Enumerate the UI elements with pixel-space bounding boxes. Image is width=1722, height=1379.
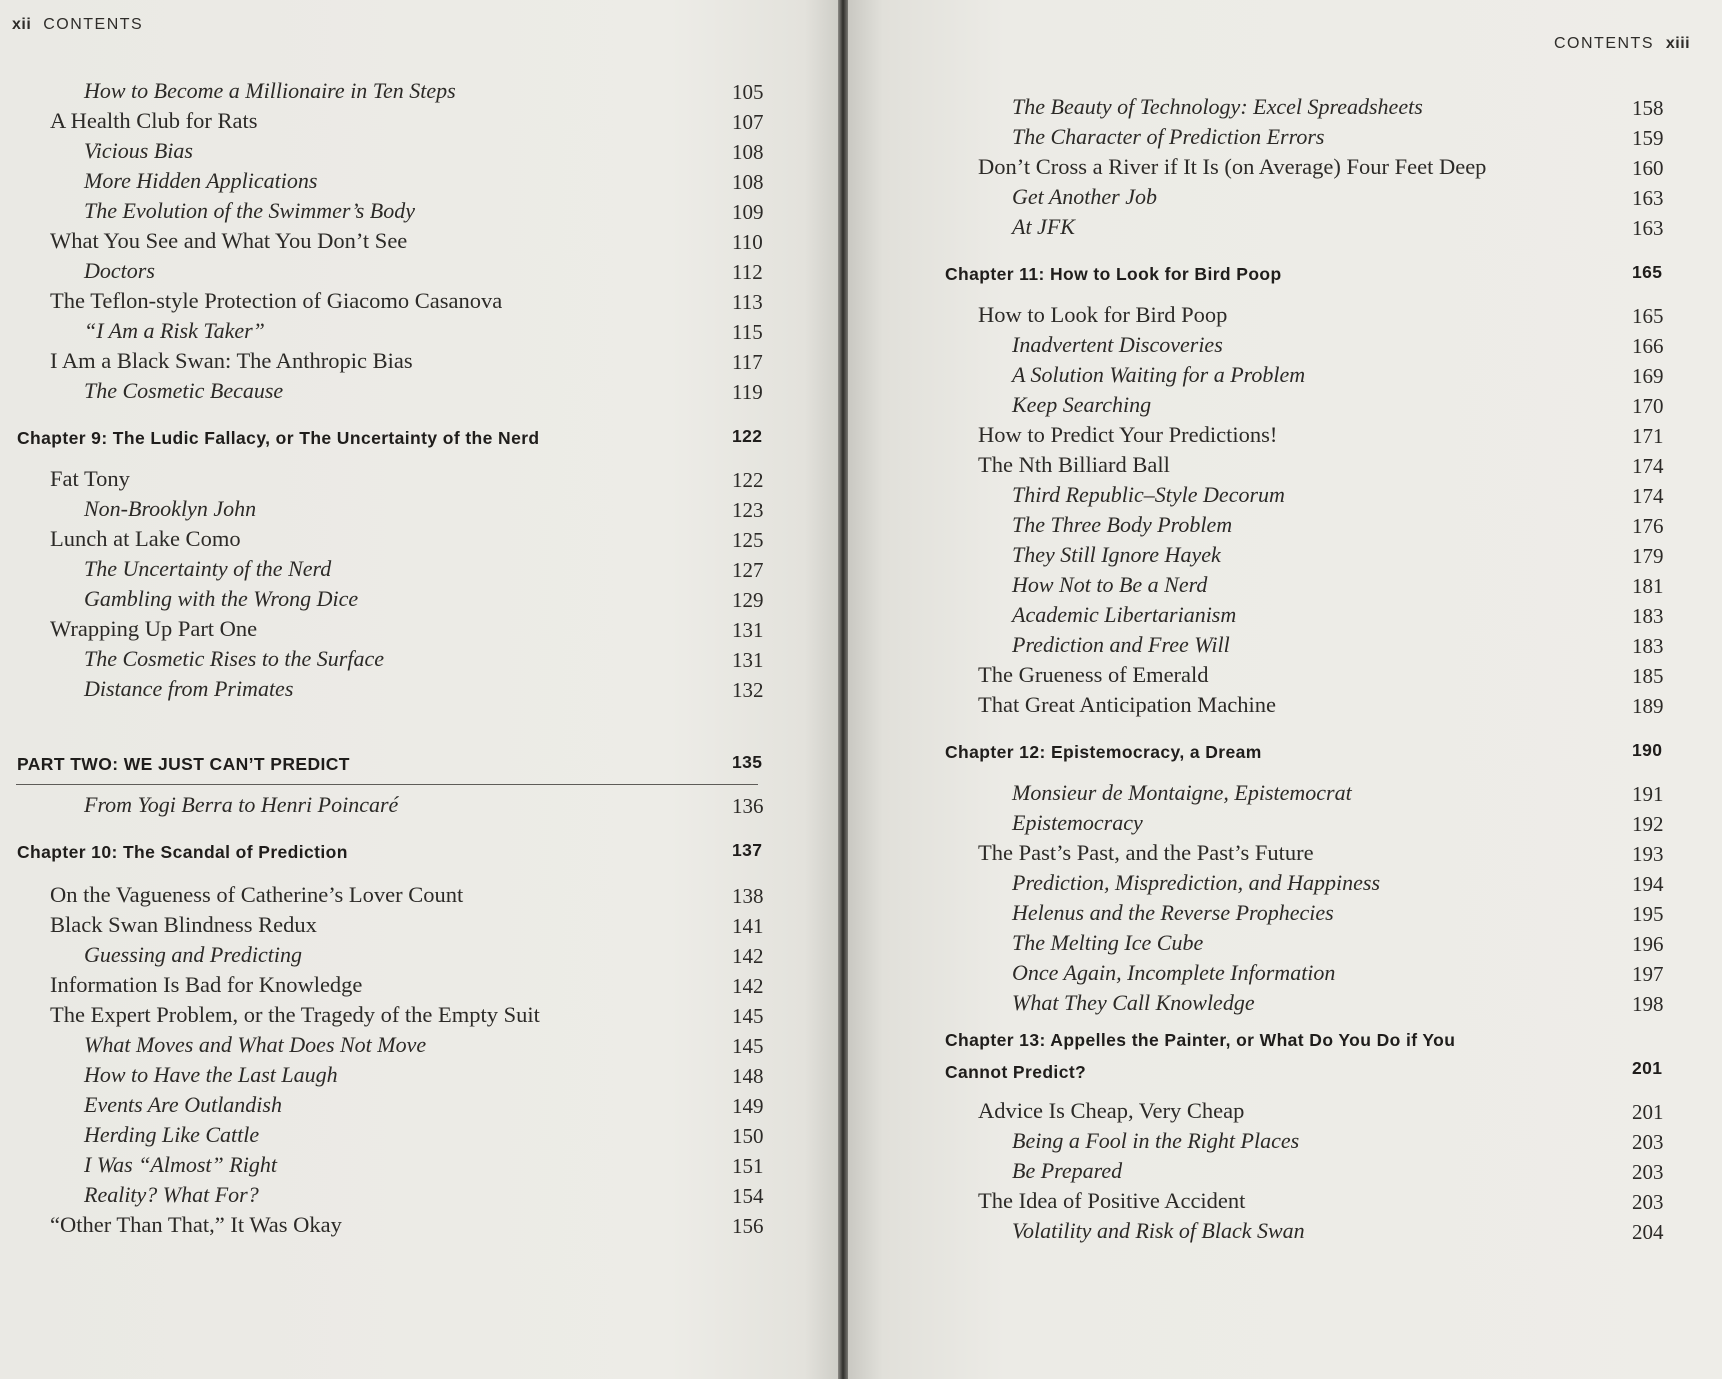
entry-title: Third Republic–Style Decorum	[1012, 482, 1285, 507]
toc-entry-sub	[0, 1180, 838, 1214]
page-number: 196	[1632, 932, 1664, 956]
page-number: 158	[1632, 96, 1664, 120]
toc-entry-section	[848, 1186, 1722, 1220]
page-number: 192	[1632, 812, 1664, 836]
page-number: 108	[732, 140, 764, 164]
toc-list-left	[0, 0, 838, 1379]
toc-entry-sub	[0, 256, 838, 290]
toc-entry-sub	[0, 1120, 838, 1154]
page-number: 179	[1632, 544, 1664, 568]
toc-entry-section	[848, 660, 1722, 694]
page-number: 181	[1632, 574, 1664, 598]
entry-title: Being a Fool in the Right Places	[1012, 1128, 1300, 1153]
toc-entry-section	[0, 1210, 838, 1244]
toc-entry-section	[0, 614, 838, 648]
page-number: 110	[732, 230, 763, 254]
toc-entry-section	[0, 346, 838, 380]
toc-entry-sub	[0, 1030, 838, 1064]
part-title: PART TWO: WE JUST CAN’T PREDICT	[17, 754, 350, 774]
entry-title: Advice Is Cheap, Very Cheap	[978, 1098, 1245, 1123]
toc-entry-sub	[0, 940, 838, 974]
toc-entry-sub	[0, 196, 838, 230]
entry-title: How Not to Be a Nerd	[1012, 572, 1208, 597]
entry-title: The Past’s Past, and the Past’s Future	[978, 840, 1314, 865]
toc-entry-sub	[848, 928, 1722, 962]
page-number: 189	[1632, 694, 1664, 718]
entry-title: The Melting Ice Cube	[1012, 930, 1204, 955]
page-number: 185	[1632, 664, 1664, 688]
toc-entry-sub	[0, 376, 838, 410]
toc-entry-section	[848, 690, 1722, 724]
entry-title: Black Swan Blindness Redux	[50, 912, 317, 937]
page-number: 145	[732, 1034, 764, 1058]
entry-title: The Three Body Problem	[1012, 512, 1233, 537]
page-number: 125	[732, 528, 764, 552]
toc-entry-sub	[848, 1216, 1722, 1250]
chapter-title: Chapter 9: The Ludic Fallacy, or The Uncertainty of the Nerd	[17, 428, 540, 448]
toc-entry-section	[848, 1096, 1722, 1130]
entry-title: Vicious Bias	[84, 138, 193, 163]
page-number: 166	[1632, 334, 1664, 358]
toc-entry-sub	[0, 136, 838, 170]
toc-entry-sub	[0, 644, 838, 678]
toc-entry-chapter	[848, 734, 1722, 768]
page-number: 132	[732, 678, 764, 702]
entry-title: How to Become a Millionaire in Ten Steps	[84, 78, 456, 103]
entry-title: I Was “Almost” Right	[84, 1152, 277, 1177]
page-number: 122	[732, 426, 763, 446]
toc-entry-sub	[848, 540, 1722, 574]
page-number: 201	[1632, 1100, 1664, 1124]
entry-title: Prediction and Free Will	[1012, 632, 1230, 657]
page-number: 169	[1632, 364, 1664, 388]
page-number: 183	[1632, 634, 1664, 658]
toc-entry-chapter	[0, 834, 838, 868]
toc-entry-section	[0, 464, 838, 498]
page-number: 117	[732, 350, 763, 374]
page-number: 149	[732, 1094, 764, 1118]
entry-title: On the Vagueness of Catherine’s Lover Count	[50, 882, 464, 907]
page-number: 141	[732, 914, 764, 938]
entry-title: Academic Libertarianism	[1012, 602, 1237, 627]
toc-entry-section	[0, 970, 838, 1004]
toc-entry-section	[0, 106, 838, 140]
toc-entry-sub	[0, 554, 838, 588]
toc-entry-sub	[848, 1156, 1722, 1190]
toc-entry-sub	[0, 1150, 838, 1184]
book-gutter	[838, 0, 848, 1379]
left-page	[0, 0, 838, 1379]
page-number: 131	[732, 648, 764, 672]
page-folio: xiii	[1665, 35, 1691, 52]
page-number: 156	[732, 1214, 764, 1238]
page-number: 159	[1632, 126, 1664, 150]
entry-title: What You See and What You Don’t See	[50, 228, 408, 253]
toc-entry-sub	[0, 494, 838, 528]
chapter-title-line: Cannot Predict?	[945, 1062, 1087, 1082]
chapter-title-line: Chapter 13: Appelles the Painter, or What Do You Do if You	[945, 1030, 1456, 1050]
page-number: 203	[1632, 1130, 1664, 1154]
page-number: 163	[1632, 186, 1664, 210]
page-number: 174	[1632, 454, 1664, 478]
entry-title: The Teflon-style Protection of Giacomo Casanova	[50, 288, 503, 313]
toc-entry-part	[0, 746, 838, 780]
page-number: 163	[1632, 216, 1664, 240]
entry-title: Non-Brooklyn John	[84, 496, 257, 521]
running-head-title: CONTENTS	[1554, 35, 1654, 52]
toc-entry-sub	[0, 790, 838, 824]
entry-title: A Health Club for Rats	[50, 108, 258, 133]
page-number: 138	[732, 884, 764, 908]
toc-entry-sub	[848, 92, 1722, 126]
entry-title: That Great Anticipation Machine	[978, 692, 1277, 717]
toc-entry-sub	[0, 1090, 838, 1124]
page-number: 112	[732, 260, 763, 284]
toc-entry-sub	[848, 808, 1722, 842]
entry-title: The Evolution of the Swimmer’s Body	[84, 198, 415, 223]
toc-entry-sub	[848, 480, 1722, 514]
page-number: 165	[1632, 262, 1663, 282]
toc-entry-chapter	[0, 420, 838, 454]
entry-title: “Other Than That,” It Was Okay	[50, 1212, 342, 1237]
page-number: 190	[1632, 740, 1663, 760]
page-number: 119	[732, 380, 763, 404]
entry-title: How to Have the Last Laugh	[84, 1062, 338, 1087]
entry-title: Get Another Job	[1012, 184, 1158, 209]
page-number: 150	[732, 1124, 764, 1148]
toc-entry-section	[848, 838, 1722, 872]
toc-entry-sub	[848, 988, 1722, 1022]
toc-entry-section	[848, 420, 1722, 454]
toc-entry-section	[0, 880, 838, 914]
entry-title: Doctors	[84, 258, 155, 283]
part-divider-rule	[16, 784, 758, 785]
toc-entry-sub	[848, 868, 1722, 902]
entry-title: How to Look for Bird Poop	[978, 302, 1228, 327]
page-number: 195	[1632, 902, 1664, 926]
page-number: 127	[732, 558, 764, 582]
page-number: 171	[1632, 424, 1664, 448]
chapter-title: Chapter 10: The Scandal of Prediction	[17, 842, 348, 862]
chapter-title	[945, 1024, 1455, 1088]
toc-entry-sub	[0, 674, 838, 708]
entry-title: The Nth Billiard Ball	[978, 452, 1170, 477]
entry-title: The Character of Prediction Errors	[1012, 124, 1325, 149]
page-number: 122	[732, 468, 764, 492]
page-number: 137	[732, 840, 763, 860]
entry-title: Helenus and the Reverse Prophecies	[1012, 900, 1334, 925]
entry-title: More Hidden Applications	[84, 168, 318, 193]
entry-title: They Still Ignore Hayek	[1012, 542, 1221, 567]
page-number: 183	[1632, 604, 1664, 628]
toc-entry-section	[0, 286, 838, 320]
entry-title: Information Is Bad for Knowledge	[50, 972, 363, 997]
page-number: 131	[732, 618, 764, 642]
page-number: 107	[732, 110, 764, 134]
entry-title: Be Prepared	[1012, 1158, 1123, 1183]
entry-title: Monsieur de Montaigne, Epistemocrat	[1012, 780, 1352, 805]
page-number: 135	[732, 752, 763, 772]
toc-entry-sub	[848, 360, 1722, 394]
right-page	[848, 0, 1722, 1379]
entry-title: What They Call Knowledge	[1012, 990, 1255, 1015]
page-number: 203	[1632, 1160, 1664, 1184]
entry-title: Guessing and Predicting	[84, 942, 302, 967]
page-number: 154	[732, 1184, 764, 1208]
toc-entry-sub	[848, 510, 1722, 544]
toc-entry-sub	[848, 630, 1722, 664]
toc-entry-section	[848, 152, 1722, 186]
entry-title: Once Again, Incomplete Information	[1012, 960, 1336, 985]
page-number: 129	[732, 588, 764, 612]
toc-entry-section	[848, 300, 1722, 334]
page-number: 198	[1632, 992, 1664, 1016]
entry-title: The Cosmetic Rises to the Surface	[84, 646, 385, 671]
toc-entry-sub	[848, 330, 1722, 364]
page-number: 160	[1632, 156, 1664, 180]
toc-entry-section	[0, 910, 838, 944]
page-number: 170	[1632, 394, 1664, 418]
page-number: 113	[732, 290, 763, 314]
entry-title: A Solution Waiting for a Problem	[1012, 362, 1306, 387]
entry-title: “I Am a Risk Taker”	[84, 318, 265, 343]
toc-list-right	[848, 0, 1722, 1379]
entry-title: Herding Like Cattle	[84, 1122, 260, 1147]
page-number: 201	[1632, 1058, 1663, 1078]
toc-entry-sub	[0, 1060, 838, 1094]
entry-title: The Grueness of Emerald	[978, 662, 1209, 687]
page-number: 194	[1632, 872, 1664, 896]
page-number: 204	[1632, 1220, 1664, 1244]
entry-title: Events Are Outlandish	[84, 1092, 282, 1117]
entry-title: Reality? What For?	[84, 1182, 259, 1207]
entry-title: Distance from Primates	[84, 676, 294, 701]
chapter-title: Chapter 12: Epistemocracy, a Dream	[945, 742, 1262, 762]
toc-entry-section	[848, 450, 1722, 484]
toc-entry-sub	[848, 1126, 1722, 1160]
toc-entry-sub	[848, 182, 1722, 216]
entry-title: Don’t Cross a River if It Is (on Average) Four Feet Deep	[978, 154, 1487, 179]
toc-entry-sub	[848, 212, 1722, 246]
entry-title: Keep Searching	[1012, 392, 1152, 417]
page-number: 203	[1632, 1190, 1664, 1214]
entry-title: Prediction, Misprediction, and Happiness	[1012, 870, 1381, 895]
entry-title: From Yogi Berra to Henri Poincaré	[84, 792, 399, 817]
page-number: 142	[732, 944, 764, 968]
page-number: 123	[732, 498, 764, 522]
page-number: 176	[1632, 514, 1664, 538]
toc-entry-sub	[848, 958, 1722, 992]
entry-title: At JFK	[1012, 214, 1075, 239]
toc-entry-sub	[848, 778, 1722, 812]
page-folio: xii	[12, 16, 32, 33]
page-number: 174	[1632, 484, 1664, 508]
entry-title: Wrapping Up Part One	[50, 616, 258, 641]
page-number: 165	[1632, 304, 1664, 328]
entry-title: Lunch at Lake Como	[50, 526, 241, 551]
toc-entry-sub	[848, 122, 1722, 156]
toc-entry-chapter	[848, 256, 1722, 290]
page-number: 136	[732, 794, 764, 818]
toc-entry-chapter	[848, 1024, 1722, 1088]
page-number: 148	[732, 1064, 764, 1088]
entry-title: Inadvertent Discoveries	[1012, 332, 1223, 357]
toc-entry-sub	[848, 898, 1722, 932]
entry-title: The Expert Problem, or the Tragedy of the Empty Suit	[50, 1002, 540, 1027]
chapter-title: Chapter 11: How to Look for Bird Poop	[945, 264, 1282, 284]
toc-entry-sub	[848, 390, 1722, 424]
page-number: 193	[1632, 842, 1664, 866]
page-number: 142	[732, 974, 764, 998]
page-number: 105	[732, 80, 764, 104]
toc-entry-section	[0, 524, 838, 558]
entry-title: I Am a Black Swan: The Anthropic Bias	[50, 348, 413, 373]
entry-title: The Uncertainty of the Nerd	[84, 556, 332, 581]
entry-title: Volatility and Risk of Black Swan	[1012, 1218, 1305, 1243]
toc-entry-sub	[0, 316, 838, 350]
page-number: 197	[1632, 962, 1664, 986]
entry-title: Epistemocracy	[1012, 810, 1143, 835]
entry-title: Fat Tony	[50, 466, 130, 491]
toc-entry-sub	[0, 76, 838, 110]
running-head-title: CONTENTS	[43, 16, 144, 33]
toc-entry-sub	[848, 570, 1722, 604]
page-number: 109	[732, 200, 764, 224]
toc-entry-sub	[0, 584, 838, 618]
entry-title: The Beauty of Technology: Excel Spreadsheets	[1012, 94, 1423, 119]
page-number: 115	[732, 320, 763, 344]
page-number: 151	[732, 1154, 764, 1178]
page-number: 108	[732, 170, 764, 194]
toc-entry-section	[0, 226, 838, 260]
entry-title: How to Predict Your Predictions!	[978, 422, 1278, 447]
entry-title: The Idea of Positive Accident	[978, 1188, 1246, 1213]
page-number: 191	[1632, 782, 1664, 806]
page-number: 145	[732, 1004, 764, 1028]
entry-title: The Cosmetic Because	[84, 378, 284, 403]
entry-title: Gambling with the Wrong Dice	[84, 586, 359, 611]
toc-entry-sub	[848, 600, 1722, 634]
toc-entry-section	[0, 1000, 838, 1034]
toc-entry-sub	[0, 166, 838, 200]
entry-title: What Moves and What Does Not Move	[84, 1032, 427, 1057]
